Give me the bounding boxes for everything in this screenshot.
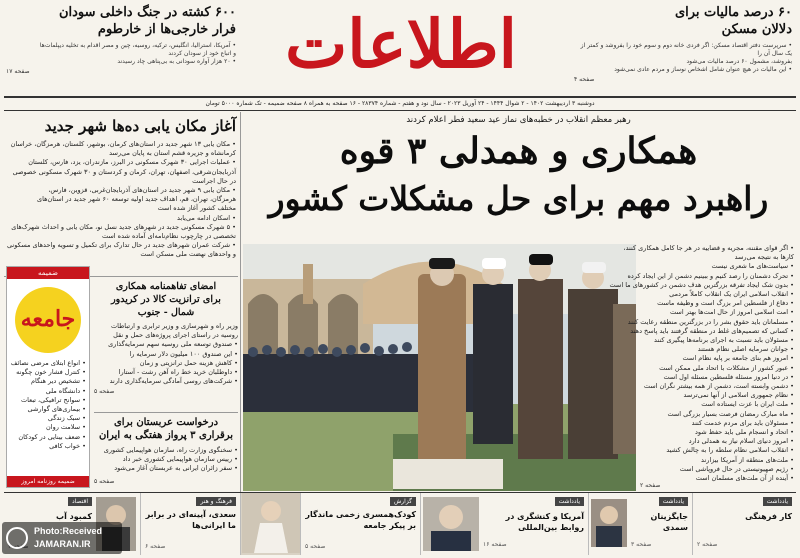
- top-right-page-ref: صفحه ۴: [574, 76, 595, 83]
- bottom-kicker: گزارش: [390, 497, 416, 506]
- supplement-box[interactable]: [6, 266, 90, 488]
- bottom-title: سعدی، آیینه‌ای در برابر ما ایرانی‌ها: [145, 510, 236, 530]
- main-page-ref: صفحه ۲: [640, 482, 661, 489]
- bottom-sub: صفحه ۱۶: [483, 541, 507, 548]
- supplement-item: • سبک زندگی: [47, 414, 86, 423]
- bottom-kicker: یادداشت: [659, 497, 688, 506]
- flight-body: [94, 446, 238, 474]
- main-body-line: • امت اسلامی امروز از حال امت‌ها بهتر است: [670, 308, 794, 317]
- left-col-divider: [240, 112, 241, 492]
- supplement-list: [10, 359, 86, 451]
- top-left-line: • ۲۰ هزار آواره سودانی به بی‌پناهی چاد رسیدند: [117, 58, 236, 65]
- top-left-line: • آمریکا، استرالیا، انگلیس، ترکیه، روسیه، چین و مصر اقدام به تخلیه دیپلمات‌ها: [39, 42, 236, 49]
- supplement-item: • تشخیص دیر هنگام: [30, 377, 86, 386]
- main-body-line: • مسئولان باید نسبت به اجرای برنامه‌ها پیگیری کنند: [654, 336, 794, 345]
- left-body: [6, 140, 236, 260]
- left-body-line: در حال اجراست: [192, 176, 236, 185]
- masthead-logo: اطلاعات: [285, 5, 517, 83]
- main-body-line: • دشمن وابسته است، دشمن از همه بیشتر نگران است: [643, 382, 794, 391]
- bottom-item[interactable]: [420, 493, 588, 555]
- main-photo: [243, 244, 636, 491]
- main-body-line: • آینده از آن ملت‌های مسلمان است: [695, 474, 794, 483]
- main-body-line: • اگر قوای مقننه، مجریه و قضاییه در هر جا کامل همکاری کنند،: [623, 244, 794, 252]
- top-right-line: بفروشد، مشمول ۶۰ درصد مالیات می‌شود: [686, 58, 792, 65]
- bottom-portrait: [591, 499, 627, 547]
- trade-body: [94, 322, 238, 386]
- flight-line: • سخنگوی وزارت راه، سازمان هواپیمایی کشوری: [103, 446, 238, 454]
- flight-line: • رییس سازمان هواپیمایی کشوری خبر داد: [122, 455, 238, 464]
- main-body-line: • رژیم صهیونیستی در حال فروپاشی است: [679, 464, 794, 473]
- main-body-line: • ملت‌های منطقه از آمریکا بیزارند: [701, 455, 794, 464]
- bottom-kicker: اقتصاد: [68, 497, 92, 506]
- left-headline: آغاز مکان یابی ده‌ها شهر جدید: [44, 117, 236, 135]
- supplement-title: جامعه: [20, 306, 76, 332]
- trade-line: روسیه در راستای اجرای پروژه‌های حمل و نقل: [113, 331, 238, 340]
- trade-line: • این صندوق ۱۰۰ میلیون دلار سرمایه را: [129, 349, 238, 358]
- supplement-footer: ضمیمه روزنامه امروز: [7, 476, 89, 487]
- bottom-kicker: یادداشت: [763, 497, 792, 506]
- watermark-logo-icon: [6, 527, 28, 549]
- main-body-line: • انقلاب اسلامی نظام سلطه را به چالش کشید: [666, 446, 794, 455]
- trade-line: • صندوق توسعه ملی روسیه سهم سرمایه‌گذاری: [108, 340, 238, 349]
- main-body-line: کارها به نتیجه می‌رسد: [734, 253, 794, 262]
- watermark-line-1: Photo:Received: [34, 526, 103, 536]
- bottom-title: جایگزینان سمدی: [650, 512, 688, 532]
- top-right-line: • این مالیات در هیچ عنوان شامل اشخاص نوساز و مردم عادی نمی‌شود: [614, 66, 792, 73]
- left-body-line: • مکان یابی ۱۳ شهر جدید در استان‌های کرمان، بوشهر، کلستان، هرمزگان، خراسان: [10, 140, 236, 148]
- main-body-line: • امروز دنیای اسلام نیاز به همدلی دارد: [688, 437, 794, 446]
- main-body-line: • جوانان سرمایه اصلی نظام هستند: [697, 345, 794, 354]
- supplement-item: • انواع ابتلای مرضی نصائف: [10, 359, 86, 367]
- left-body-line: • شرکت عمران شهرهای جدید در حال تدارک برای تکمیل و تسویه واحدهای مسکونی: [7, 241, 236, 250]
- main-headline-1: همکاری و همدلی ۳ قوه: [339, 130, 698, 172]
- flight-line: • سفر زائران ایرانی به عربستان آغاز می‌شود: [114, 464, 238, 473]
- left-body-line: • مکان یابی ۹ شهر جدید در استان‌های آذربایجان‌غربی، قزوین، فارس،: [48, 186, 236, 195]
- main-body-line: • اتحاد و انسجام ملی باید حفظ شود: [695, 428, 794, 437]
- main-body-line: • کسانی که تصمیم‌های غلط در منطقه گرفتند باید پاسخ دهند: [630, 326, 794, 335]
- supplement-item: • خواب کافی: [49, 441, 86, 450]
- main-body-line: • سیاست‌های ما شعری نیست: [711, 262, 794, 271]
- trade-line: • شرکت‌های روسی آمادگی سرمایه‌گذاری دارند: [109, 377, 238, 386]
- bottom-portrait: [423, 497, 479, 551]
- supplement-item: • سوانح ترافیکی، تبعات: [20, 395, 86, 404]
- main-body-line: • بدون شک ایجاد تفرقه بزرگترین هدف دشمن در کشورهای ما است: [609, 280, 794, 289]
- bottom-kicker: یادداشت: [555, 497, 584, 506]
- bottom-sub: صفحه ۳: [631, 541, 652, 548]
- trade-headline-2: برای ترانزیت کالا در کریدور: [111, 294, 221, 305]
- main-body-line: • تحرک دشمنان را رصد کنیم و ببینیم دشمن از این ایجاد کرده: [627, 271, 794, 280]
- child-photo-image: [242, 493, 300, 553]
- bottom-title: کودک‌همسری زخمی ماندگار بر پیکر جامعه: [305, 510, 416, 530]
- bottom-item[interactable]: [692, 493, 796, 555]
- trade-headline-3: شمال - جنوب: [137, 307, 195, 318]
- bottom-title: کار فرهنگی: [745, 512, 792, 521]
- left-body-line: • ۵ شهرک مسکونی جدید در شهرهای جدید نسل نو، مکان یابی و احداث شهرک‌های: [11, 222, 236, 231]
- top-left-headline-1: ۶۰۰ کشته در جنگ داخلی سودان: [58, 5, 236, 20]
- main-body-line: • مسئولان باید برای مردم خدمت کنند: [691, 418, 794, 427]
- bottom-title: آمریکا و کنشگری در روابط بین‌المللی: [505, 512, 584, 532]
- main-body-line: • انقلاب اسلامی ایران یک انقلاب کاملاً مردمی: [669, 290, 794, 299]
- flight-headline-2: برقراری ۳ پرواز هفتگی به ایران: [98, 430, 234, 441]
- dateline-rule: [4, 110, 796, 111]
- left-body-line: مختلف کشور آغاز شده است: [157, 204, 236, 213]
- supplement-item: • سلامت روان: [45, 423, 86, 432]
- top-left-page-ref: صفحه ۱۷: [6, 68, 30, 75]
- flight-story: [94, 416, 238, 444]
- trade-story: [94, 280, 238, 322]
- main-body-line: • امروز هم بنای جامعه بر پایه نظام است: [682, 354, 794, 363]
- portrait-image: [591, 499, 627, 547]
- bottom-sub: صفحه ۵: [305, 543, 326, 550]
- supplement-badge: ضمیمه: [7, 267, 89, 279]
- top-right-headline-1: ۶۰ درصد مالیات برای: [674, 5, 792, 20]
- portrait-image: [423, 497, 479, 551]
- main-body-line: • در دنیا امروز مسئله فلسطین مسئله اول است: [663, 372, 794, 381]
- main-body-column: [609, 244, 794, 490]
- top-left-headline-2: فرار خارجی‌ها از خارطوم: [97, 22, 236, 37]
- main-body-line: • ملت ایران با عزت ایستاده است: [701, 400, 794, 409]
- trade-line: • داوطلبان خرید خط راه آهن رشت - آستارا: [118, 368, 238, 377]
- bottom-kicker: فرهنگ و هنر: [196, 497, 236, 506]
- left-body-line: آذربایجان‌شرقی، اصفهان، تهران، کرمان و کردستان و ۳۰ شهرک مسکونی خصوصی: [12, 167, 236, 176]
- left-body-line: • اسکان ادامه می‌یابد: [176, 213, 236, 222]
- masthead-rule: [4, 96, 796, 98]
- supplement-item: • کنترل فشار خون چگونه: [16, 368, 86, 377]
- flight-page-ref: صفحه ۵: [94, 478, 115, 485]
- main-body-line: • نظام جمهوری اسلامی از آنها نمی‌ترسد: [683, 391, 794, 400]
- main-kicker: رهبر معظم انقلاب در خطبه‌های نماز عید سعید فطر اعلام کردند: [406, 115, 631, 125]
- bottom-item[interactable]: [140, 493, 240, 555]
- top-right-headline-2: دلالان مسکن: [721, 22, 792, 37]
- left-body-line: تخصصی در چارچوب نظام‌نامه‌ای آماده شده است: [101, 232, 236, 241]
- trade-page-ref: صفحه ۵: [94, 388, 115, 395]
- top-right-line: • سرپرست دفتر اقتصاد مسکن: اگر فردی خانه دوم و سوم خود را بفروشد و کمتر از یک سال آن را: [580, 42, 792, 57]
- top-right-story: [574, 4, 792, 96]
- watermark: [2, 522, 122, 554]
- trade-line: • کاهش هزینه حمل ترانزیتی و زمان: [139, 358, 238, 367]
- supplement-item: • بیماری‌های گوارشی: [27, 405, 86, 414]
- prayer-scene-image: [243, 244, 636, 491]
- supplement-item: • دانشگاه ملی: [45, 386, 86, 395]
- top-left-story: [6, 4, 236, 96]
- top-left-line: و اتباع خود از سودان کردند: [168, 50, 236, 57]
- trade-line: وزیر راه و شهرسازی و وزیر ترابری و ارتباطات: [111, 322, 238, 330]
- left-body-line: و واحدهای نهضت ملی مسکن است: [140, 250, 236, 259]
- bottom-title: کمبود آب: [56, 512, 92, 521]
- bottom-sub: صفحه ۶: [145, 543, 166, 550]
- left-body-line: کرمانشاه و جزیره قشم استان به پایان می‌رسد: [109, 149, 236, 158]
- supplement-item: • ضعف بینایی در کودکان: [18, 432, 86, 441]
- flight-headline-1: درخواست عربستان برای: [113, 417, 219, 428]
- bottom-sub: صفحه ۲: [697, 541, 718, 548]
- left-body-line: هرمزگان، تهران، قم، اهداف جدید اولیه توسعه ۶۰ شهر جدید در استان‌های: [37, 195, 236, 204]
- dateline: دوشنبه ۳ اردیبهشت ۱۴۰۲ - ۲ شوال ۱۴۴۴ - ۲۴ آوریل ۲۰۲۳ - سال نود و هفتم - شماره ۲۸۳۷۴ - ۱۶ صفحه به همراه ۸ صفحه ضمیمه - تک شماره ۵۰۰۰ تومان: [205, 100, 595, 107]
- main-body-line: • دفاع از فلسطین امر بزرگ است و وظیفه ماست: [657, 299, 794, 308]
- main-body-line: • ماه مبارک رمضان فرصت بسیار بزرگی است: [667, 409, 794, 418]
- bottom-item[interactable]: [300, 493, 420, 555]
- watermark-line-2: JAMARAN.IR: [34, 539, 91, 549]
- main-body-line: • عبور کشور از مشکلات با اتحاد ملی ممکن است: [659, 363, 794, 372]
- left-body-line: • عملیات اجرایی ۳۰ شهرک مسکونی در البرز، مازندران، یزد، فارس، کلستان: [28, 158, 236, 167]
- main-headline-2: راهبرد مهم برای حل مشکلات کشور: [268, 179, 769, 218]
- bottom-item[interactable]: [588, 493, 692, 555]
- trade-rule: [94, 412, 238, 413]
- main-body-line: • مسلمانان باید حقوق بشر را در بزرگترین منطقه رعایت کنند: [627, 317, 794, 326]
- bottom-item[interactable]: [240, 493, 300, 555]
- trade-headline-1: امضای تفاهمنامه همکاری: [115, 281, 217, 292]
